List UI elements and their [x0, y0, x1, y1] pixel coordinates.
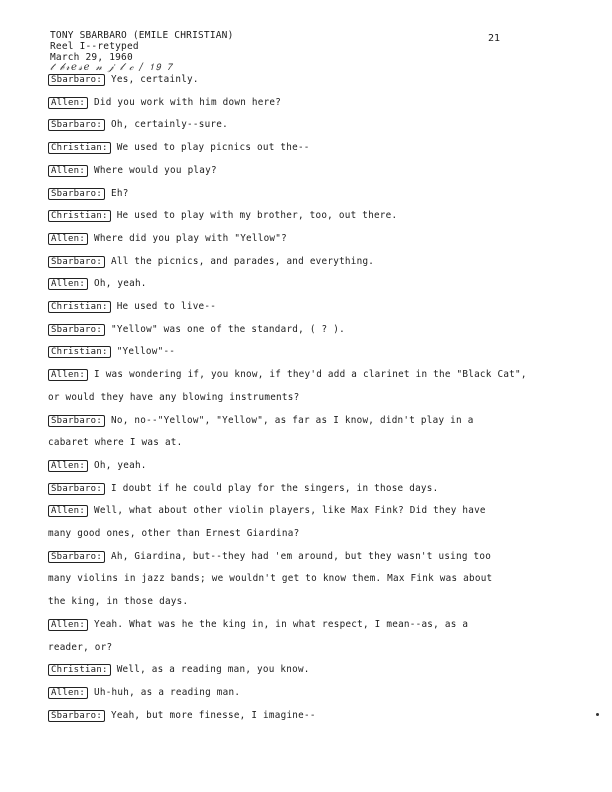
speaker-label: Sbarbaro:: [48, 74, 105, 86]
transcript-line: [48, 188, 129, 200]
transcript-line: [48, 619, 468, 631]
speaker-label: Allen:: [48, 233, 88, 245]
transcript-line: [48, 210, 397, 222]
speaker-label: Allen:: [48, 505, 88, 517]
transcript-text: Uh-huh, as a reading man.: [94, 686, 241, 698]
transcript-text: He used to live--: [116, 301, 217, 312]
transcript-text: Well, what about other violin players, like Max Fink? Did they have: [94, 505, 486, 517]
transcript-text: We used to play picnics out the--: [116, 142, 310, 154]
transcript-text: reader, or?: [48, 641, 113, 653]
transcript-text: I was wondering if, you know, if they'd add a clarinet in the "Black Cat",: [94, 369, 527, 381]
transcript-line: [48, 528, 299, 540]
speaker-label: Sbarbaro:: [48, 188, 105, 200]
transcript-line: [48, 165, 217, 177]
transcript-line: [48, 346, 175, 358]
transcript-line: [48, 642, 112, 654]
transcript-line: [48, 119, 228, 131]
transcript-text: cabaret where I was at.: [48, 437, 183, 449]
transcript-line: [48, 256, 374, 268]
transcript-text: No, no--"Yellow", "Yellow", as far as I know, didn't play in a: [111, 414, 474, 426]
page-number: 21: [488, 33, 501, 44]
transcript-text: Oh, certainly--sure.: [111, 119, 228, 131]
transcript-line: [48, 596, 188, 608]
transcript-line: [48, 233, 287, 245]
transcript-text: Where would you play?: [94, 164, 217, 176]
transcript-text: Yes, certainly.: [111, 74, 199, 85]
transcript-text: Well, as a reading man, you know.: [116, 664, 310, 676]
speaker-label: Allen:: [48, 687, 88, 699]
transcript-text: Eh?: [111, 187, 129, 199]
transcript-line: [48, 664, 310, 676]
transcript-line: [48, 551, 491, 563]
speaker-label: Allen:: [48, 369, 88, 381]
transcript-line: [48, 460, 147, 472]
speaker-label: Sbarbaro:: [48, 324, 105, 336]
speaker-label: Allen:: [48, 278, 88, 290]
transcript-text: Yeah, but more finesse, I imagine--: [111, 709, 316, 721]
speaker-label: Sbarbaro:: [48, 483, 105, 495]
header-date: March 29, 1960: [50, 52, 133, 63]
speaker-label: Christian:: [48, 664, 111, 676]
transcript-line: [48, 278, 147, 290]
header-handwritten-note: 𝓉 𝒷𝓇𝑒𝓈𝑒 𝓃 𝒿 𝓁 𝒸 / 𝟣𝟫 𝟩: [50, 62, 174, 73]
transcript-line: [48, 687, 240, 699]
transcript-text: I doubt if he could play for the singers, in those days.: [111, 482, 439, 494]
transcript-text: or would they have any blowing instruments?: [48, 391, 300, 403]
transcript-line: [48, 142, 310, 154]
transcript-line: [48, 392, 299, 404]
speaker-label: Christian:: [48, 346, 111, 358]
transcript-text: Yeah. What was he the king in, in what respect, I mean--as, as a: [94, 618, 469, 630]
transcript-text: Did you work with him down here?: [94, 96, 282, 108]
transcript-text: many violins in jazz bands; we wouldn't get to know them. Max Fink was about: [48, 573, 493, 585]
speaker-label: Sbarbaro:: [48, 551, 105, 563]
transcript-line: [48, 573, 492, 585]
transcript-text: Oh, yeah.: [94, 278, 147, 290]
header-reel: Reel I--retyped: [50, 41, 139, 52]
transcript-line: [48, 483, 438, 495]
speaker-label: Sbarbaro:: [48, 119, 105, 131]
speaker-label: Allen:: [48, 165, 88, 177]
transcript-line: [48, 710, 316, 722]
speaker-label: Sbarbaro:: [48, 710, 105, 722]
header-interviewees: TONY SBARBARO (EMILE CHRISTIAN): [50, 30, 234, 41]
speaker-label: Sbarbaro:: [48, 256, 105, 268]
transcript-text: Oh, yeah.: [94, 459, 147, 471]
transcript-text: Where did you play with "Yellow"?: [94, 232, 287, 244]
transcript-text: the king, in those days.: [48, 596, 189, 608]
transcript-line: [48, 415, 474, 427]
scan-speck: [596, 713, 599, 716]
transcript-text: He used to play with my brother, too, out there.: [116, 210, 398, 222]
transcript-line: [48, 324, 345, 336]
transcript-line: [48, 505, 486, 517]
transcript-text: many good ones, other than Ernest Giardina?: [48, 528, 300, 539]
transcript-line: [48, 369, 527, 381]
speaker-label: Allen:: [48, 619, 88, 631]
transcript-line: [48, 97, 281, 109]
transcript-text: "Yellow" was one of the standard, ( ? ).: [111, 323, 345, 335]
speaker-label: Christian:: [48, 301, 111, 313]
transcript-line: [48, 437, 183, 449]
transcript-text: All the picnics, and parades, and everything.: [111, 255, 375, 267]
speaker-label: Sbarbaro:: [48, 415, 105, 427]
speaker-label: Christian:: [48, 142, 111, 154]
speaker-label: Christian:: [48, 210, 111, 222]
transcript-text: Ah, Giardina, but--they had 'em around, but they wasn't using too: [111, 550, 492, 562]
speaker-label: Allen:: [48, 460, 88, 472]
transcript-line: [48, 74, 199, 86]
transcript-line: [48, 301, 216, 313]
transcript-text: "Yellow"--: [116, 346, 176, 358]
speaker-label: Allen:: [48, 97, 88, 109]
